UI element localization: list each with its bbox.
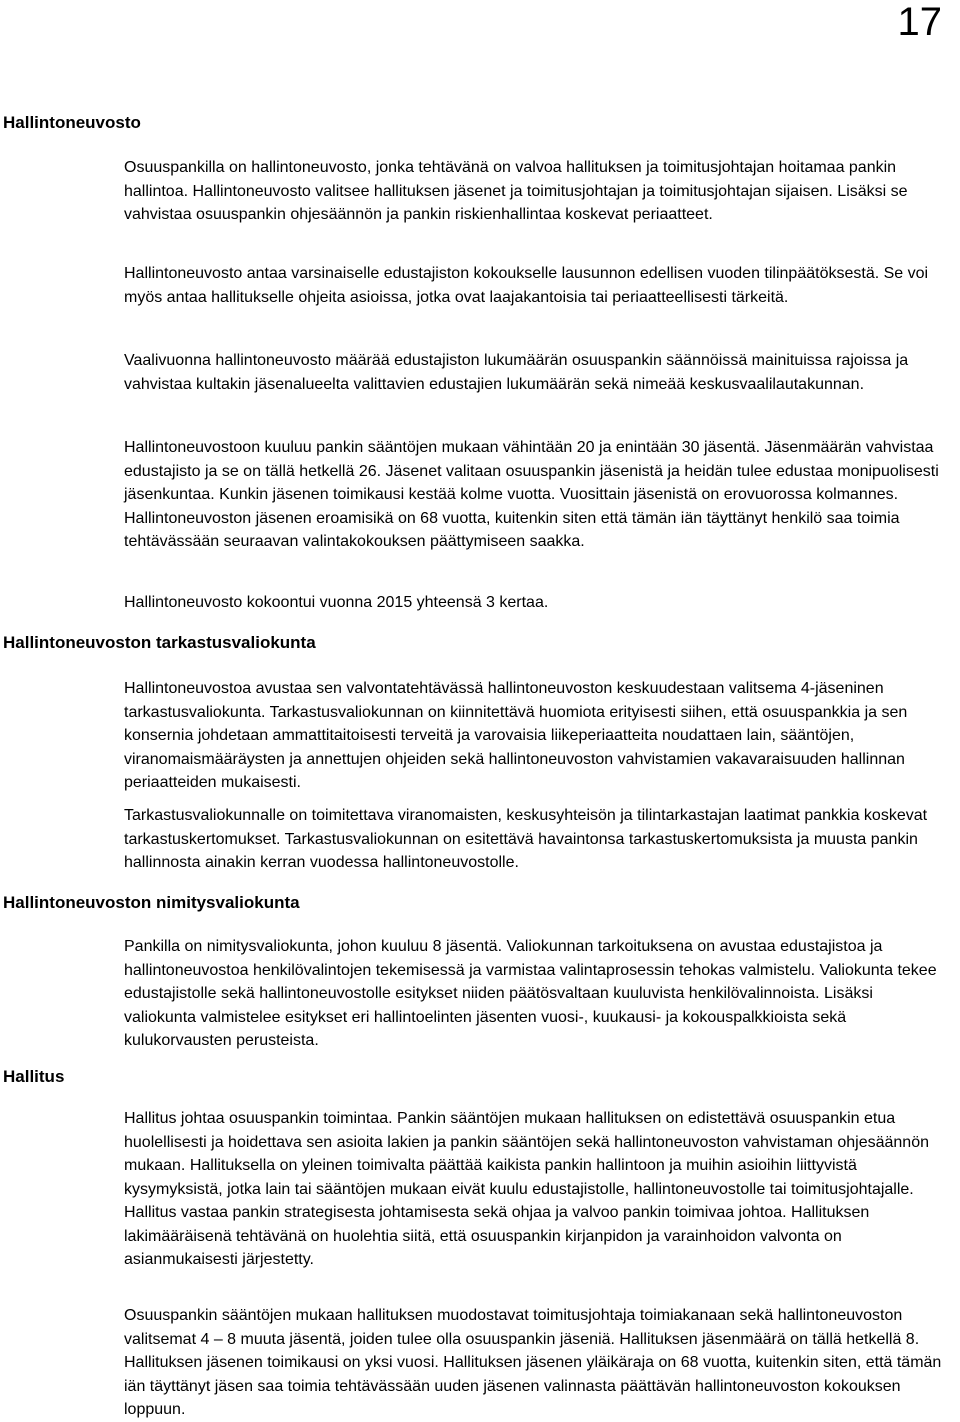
section-heading-hallitus: Hallitus bbox=[3, 1067, 65, 1086]
paragraph: Osuuspankin sääntöjen mukaan hallituksen muodostavat toimitusjohtaja toimiakanaan sekä hallintoneuvoston valitsemat 4 – 8 muuta jäsentä, joiden tulee olla osuuspankin jäseniä. Hallituksen jäsenmäärä on tällä hetkellä 8. Hallituksen jäsenen toimikausi on yksi vuosi. Hallituksen jäsenen yläikäraja on 68 vuotta, kuitenkin siten, että tämän iän täyttänyt jäsen saa toimia tehtävässään uuden jäsenen valinnasta päättävän hallintoneuvoston kokouksen loppuun. bbox=[124, 1307, 942, 1418]
section-heading-tarkastusvaliokunta: Hallintoneuvoston tarkastusvaliokunta bbox=[3, 633, 316, 652]
paragraph: Vaalivuonna hallintoneuvosto määrää edustajiston lukumäärän osuuspankin säännöissä mainituissa rajoissa ja vahvistaa kultakin jäsenalueelta valittavien edustajien lukumäärän sekä nimeää keskusvaalilautakunnan. bbox=[124, 352, 909, 393]
section-heading-hallintoneuvosto: Hallintoneuvosto bbox=[3, 113, 141, 132]
paragraph: Hallintoneuvostoon kuuluu pankin sääntöjen mukaan vähintään 20 ja enintään 30 jäsentä. Jäsenmäärän vahvistaa edustajisto ja se on tällä hetkellä 26. Jäsenet valitaan osuuspankin jäsenistä ja heidän tulee edustaa monipuolisesti jäsenkuntaa. Kunkin jäsenen toimikausi kestää kolme vuotta. Vuosittain jäsenistä on erovuorossa kolmannes. Hallintoneuvoston jäsenen eroamisikä on 68 vuotta, kuitenkin siten että tämän iän täyttänyt henkilö saa toimia tehtävässään seuraavan valintakokouksen päättymiseen saakka. bbox=[124, 439, 939, 550]
page-number: 17 bbox=[897, 0, 942, 44]
paragraph: Osuuspankilla on hallintoneuvosto, jonka tehtävänä on valvoa hallituksen ja toimitusjohtajan hoitamaa pankin hallintoa. Hallintoneuvosto valitsee hallituksen jäsenet ja toimitusjohtajan ja toimitusjohtajan sijaisen. Lisäksi se vahvistaa osuuspankin ohjesäännön ja pankin riskienhallintaa koskevat periaatteet. bbox=[124, 159, 908, 223]
paragraph: Hallintoneuvosto antaa varsinaiselle edustajiston kokoukselle lausunnon edellisen vuoden tilinpäätöksestä. Se voi myös antaa hallitukselle ohjeita asioissa, jotka ovat laajakantoisia tai periaatteellisesti tärkeitä. bbox=[124, 265, 929, 306]
paragraph: Pankilla on nimitysvaliokunta, johon kuuluu 8 jäsentä. Valiokunnan tarkoituksena on avustaa edustajistoa ja hallintoneuvostoa henkilövalintojen tekemisessä ja varmistaa valintaprosessin tehokas valmistelu. Valiokunta tekee edustajistolle sekä hallintoneuvostolle esitykset niiden päätösvaltaan kuuluvista henkilövalinnoista. Lisäksi valiokunta valmistelee esitykset eri hallintoelinten jäsenten vuosi-, kuukausi- ja kokouspalkkioista sekä kulukorvausten perusteista. bbox=[124, 938, 937, 1049]
paragraph: Hallintoneuvostoa avustaa sen valvontatehtävässä hallintoneuvoston keskuudestaan valitsema 4-jäseninen tarkastusvaliokunta. Tarkastusvaliokunnan on kiinnitettävä huomiota erityisesti siihen, että osuuspankkia ja sen konsernia johdetaan ammattitaitoisesti terveitä ja varovaisia liikeperiaatteita noudattaen lain, sääntöjen, viranomaismääräysten ja annettujen ohjeiden sekä hallintoneuvoston vahvistamien vakavaraisuuden hallinnan periaatteiden mukaisesti. bbox=[124, 680, 908, 791]
paragraph: Tarkastusvaliokunnalle on toimitettava viranomaisten, keskusyhteisön ja tilintarkastajan laatimat pankkia koskevat tarkastuskertomukset. Tarkastusvaliokunnan on esitettävä havaintonsa tarkastuskertomuksista ja muusta pankin hallinnosta ainakin kerran vuodessa hallintoneuvostolle. bbox=[124, 807, 928, 871]
paragraph: Hallintoneuvosto kokoontui vuonna 2015 yhteensä 3 kertaa. bbox=[124, 594, 549, 611]
paragraph: Hallitus johtaa osuuspankin toimintaa. Pankin sääntöjen mukaan hallituksen on edistettävä osuuspankin etua huolellisesti ja hoidettava sen asioita lakien ja pankin sääntöjen sekä hallintoneuvoston vahvistaman ohjesäännön mukaan. Hallituksella on yleinen toimivalta päättää kaikista pankin hallintoon ja muihin asioihin liittyvistä kysymyksistä, jotka lain tai sääntöjen mukaan eivät kuulu edustajistolle, hallintoneuvostolle tai toimitusjohtajalle. Hallitus vastaa pankin strategisesta johtamisesta sekä ohjaa ja valvoo pankin toimivaa johtoa. Hallituksen lakimääräisenä tehtävänä on huolehtia siitä, että osuuspankin kirjanpidon ja varainhoidon valvonta on asianmukaisesti järjestetty. bbox=[124, 1110, 929, 1268]
section-heading-nimitysvaliokunta: Hallintoneuvoston nimitysvaliokunta bbox=[3, 893, 300, 912]
